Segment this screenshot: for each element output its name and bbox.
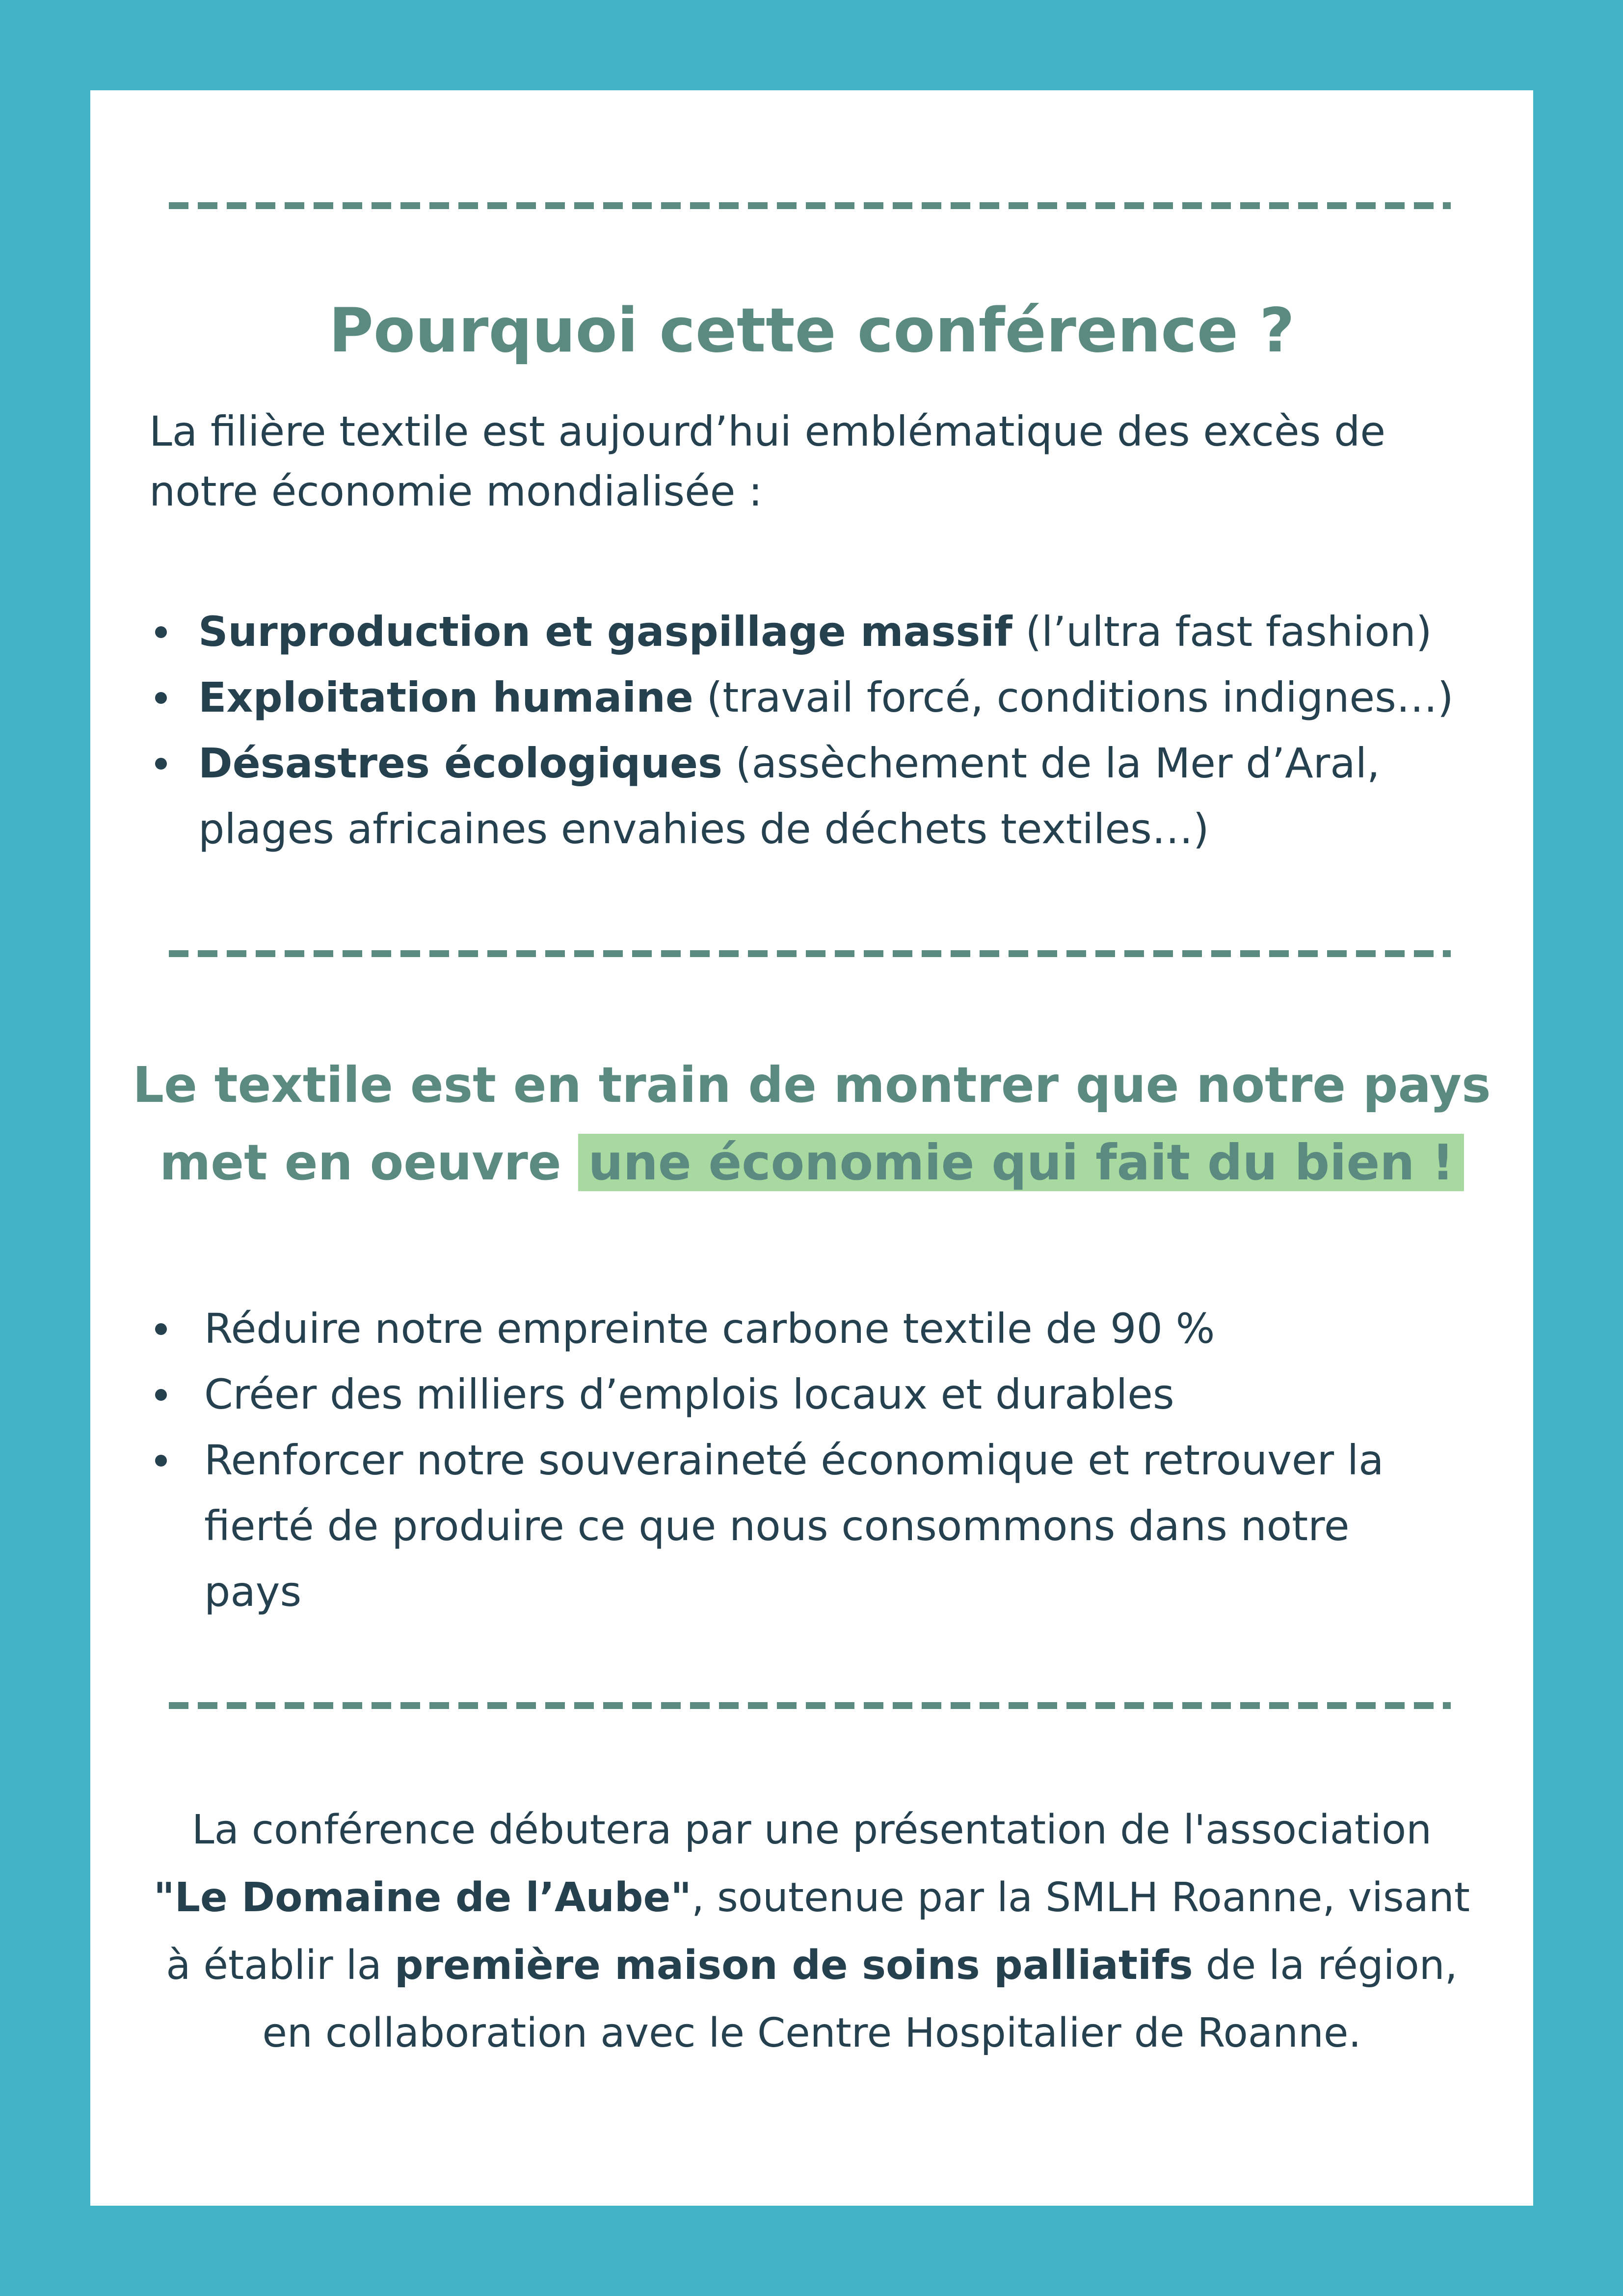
list-item	[149, 730, 1454, 862]
bullet-icon	[155, 626, 167, 638]
intro-line: La filière textile est aujourd’hui emblématique des excès de	[149, 407, 1386, 455]
item-text: (travail forcé, conditions indignes…)	[693, 673, 1454, 721]
dashed-divider	[169, 202, 1451, 209]
list-item	[149, 1296, 1384, 1362]
dashed-divider	[169, 950, 1451, 957]
item-text: plages africaines envahies de déchets textiles…)	[198, 805, 1209, 853]
slogan-heading	[90, 1046, 1533, 1201]
closing-line: de la région,	[1193, 1942, 1458, 1989]
list-item	[149, 665, 1454, 730]
closing-line: à établir la	[166, 1942, 395, 1989]
association-name: "Le Domaine de l’Aube"	[153, 1874, 692, 1921]
bullet-icon	[155, 758, 167, 770]
list-item	[149, 1427, 1384, 1625]
intro-line: notre économie mondialisée :	[149, 467, 763, 515]
item-text: pays	[204, 1568, 302, 1616]
item-text: Créer des milliers d’emplois locaux et durables	[204, 1370, 1174, 1418]
item-text: Renforcer notre souveraineté économique et retrouver la	[204, 1436, 1384, 1484]
dashed-divider	[169, 1702, 1451, 1709]
item-text: fierté de produire ce que nous consommons dans notre	[204, 1502, 1350, 1550]
item-text: (assèchement de la Mer d’Aral,	[722, 739, 1380, 787]
bullet-icon	[155, 1323, 167, 1335]
item-text: (l’ultra fast fashion)	[1012, 608, 1432, 656]
intro-paragraph	[149, 401, 1385, 521]
item-text: Réduire notre empreinte carbone textile de 90 %	[204, 1305, 1215, 1353]
slogan-line: met en oeuvre	[160, 1134, 579, 1191]
list-item	[149, 1362, 1384, 1427]
closing-line: , soutenue par la SMLH Roanne, visant	[691, 1874, 1470, 1921]
bullet-icon	[155, 1455, 167, 1467]
closing-bold: première maison de soins palliatifs	[394, 1942, 1193, 1989]
bullet-icon	[155, 692, 167, 704]
item-bold: Surproduction et gaspillage massif	[198, 608, 1012, 656]
closing-line: La conférence débutera par une présentation de l'association	[191, 1807, 1432, 1853]
slogan-highlight: une économie qui fait du bien !	[578, 1134, 1463, 1191]
closing-line: en collaboration avec le Centre Hospitalier de Roanne.	[262, 2010, 1361, 2056]
problems-list	[149, 599, 1454, 862]
item-bold: Exploitation humaine	[198, 673, 693, 721]
slogan-line: Le textile est en train de montrer que notre pays	[133, 1056, 1491, 1114]
bullet-icon	[155, 1389, 167, 1401]
section-title: Pourquoi cette conférence ?	[328, 295, 1295, 366]
list-item	[149, 599, 1454, 665]
item-bold: Désastres écologiques	[198, 739, 722, 787]
closing-paragraph	[90, 1796, 1533, 2067]
benefits-list	[149, 1296, 1384, 1625]
